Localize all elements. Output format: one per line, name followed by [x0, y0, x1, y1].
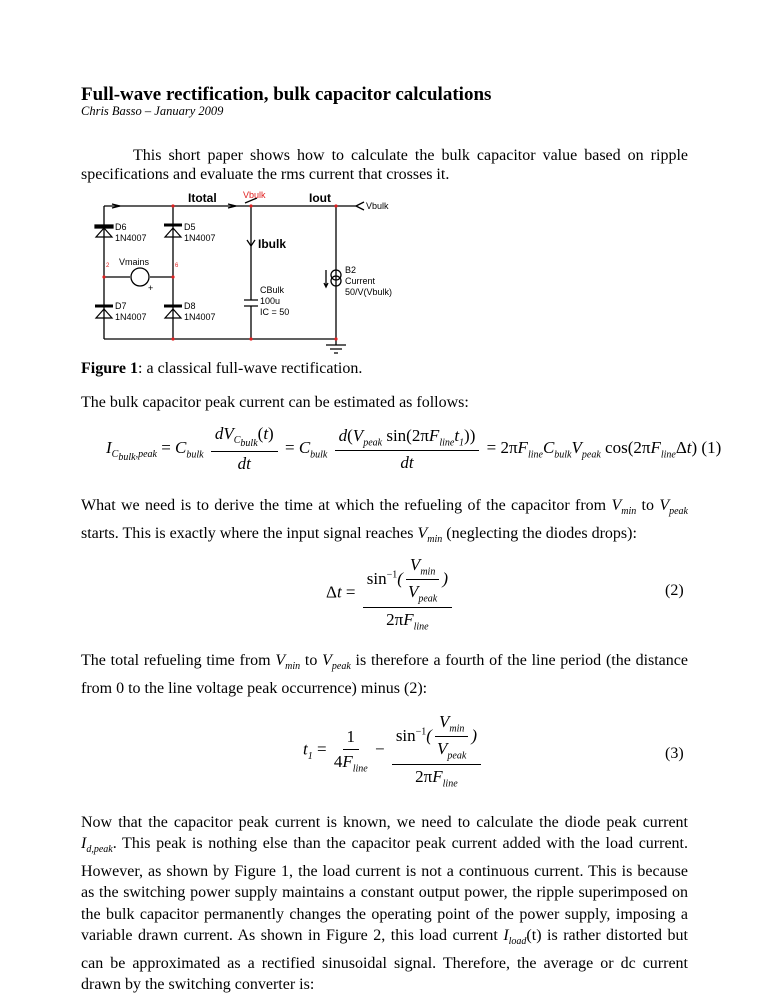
label-cbulk-value: 100u [260, 296, 281, 306]
label-b2-type: Current [345, 276, 376, 286]
label-itotal: Itotal [188, 191, 217, 205]
label-d8-part: 1N4007 [184, 312, 216, 322]
page-title: Full-wave rectification, bulk capacitor calculations [81, 84, 492, 105]
label-d8: D8 [184, 301, 196, 311]
equation-1: $I_{C_{bulk},peak} = C_{bulk}$ $\frac{dV_{C_{bulk}}(t)}{dt}$ = $C_{bulk}$ $\frac{d(V_{peak} \sin(2\pi F_{line}t_1))}{dt}$ = $2\pi F_{line}C_{bulk}V_{peak}$ $\cos(2\pi F_{line}\Delta t)$ (1) [106, 424, 722, 474]
label-d6: D6 [115, 222, 127, 232]
label-d6-part: 1N4007 [115, 233, 147, 243]
label-iout: Iout [309, 191, 331, 205]
label-vbulk-node: Vbulk [243, 190, 266, 200]
intro-paragraph: This short paper shows how to calculate the bulk capacitor value based on ripple specifications and evaluate the rms current that crosses it. [81, 147, 688, 183]
paragraph-2: What we need is to derive the time at which the refueling of the capacitor from $V_{min}$ to $V_{peak}$ starts. This is exactly where the input signal reaches $V_{min}$ (neglecting the diodes drops): [81, 497, 688, 545]
equation-2: Δt = $\sin^{-1}$( $\frac{V_{min}}{V_{peak}}$ ) $2\pi F_{line}$ [326, 555, 455, 632]
label-d5: D5 [184, 222, 196, 232]
label-ibulk: Ibulk [258, 237, 287, 251]
label-node-2: 2 [106, 263, 110, 269]
label-cbulk: CBulk [260, 285, 285, 295]
label-d7-part: 1N4007 [115, 312, 147, 322]
label-cbulk-ic: IC = 50 [260, 307, 290, 317]
equation-3-number: (3) [665, 745, 684, 762]
figure-caption [81, 360, 362, 378]
label-node-6: 6 [175, 263, 179, 269]
caption-text: : a classical full-wave rectification. [138, 360, 363, 377]
label-d5-part: 1N4007 [184, 233, 216, 243]
author-line: Chris Basso – January 2009 [81, 104, 224, 118]
paragraph-3: The total refueling time from $V_{min}$ to $V_{peak}$ is therefore a fourth of the line period (the distance from 0 to the line voltage peak occurrence) minus (2): [81, 652, 688, 697]
paragraph-1: The bulk capacitor peak current can be estimated as follows: [81, 394, 469, 411]
equation-2-number: (2) [665, 582, 684, 599]
label-b2: B2 [345, 265, 357, 275]
equation-3: $t_1$ = $\frac{1}{4F_{line}}$ − $\sin^{-1}$( $\frac{V_{min}}{V_{peak}}$ ) $2\pi F_{line}$ [303, 712, 484, 789]
label-plus: + [148, 283, 154, 293]
equation-1-number: (1) [701, 438, 722, 458]
label-d7: D7 [115, 301, 127, 311]
circuit-diagram [0, 0, 768, 380]
label-vmains: Vmains [119, 257, 150, 267]
label-vbulk-out: Vbulk [366, 201, 389, 211]
paragraph-4: Now that the capacitor peak current is known, we need to calculate the diode peak current $I_{d,peak}$. This peak is nothing else than the capacitor peak current added with the load current. However, as shown by Figure 1, the load current is not a continuous current. This is because as the switching power supply maintains a constant output power, the ripple superimposed on the bulk capacitor permanently changes the operating point of the power supply, imposing a variable drawn current. As shown in Figure 2, this load current $I_{load}(t)$ is rather distorted but can be approximated as a rectified sinusoidal signal. Therefore, the average or dc current drawn by the switching converter is: [81, 814, 688, 994]
label-b2-expr: 50/V(Vbulk) [345, 287, 393, 297]
caption-label: Figure 1 [81, 360, 139, 377]
